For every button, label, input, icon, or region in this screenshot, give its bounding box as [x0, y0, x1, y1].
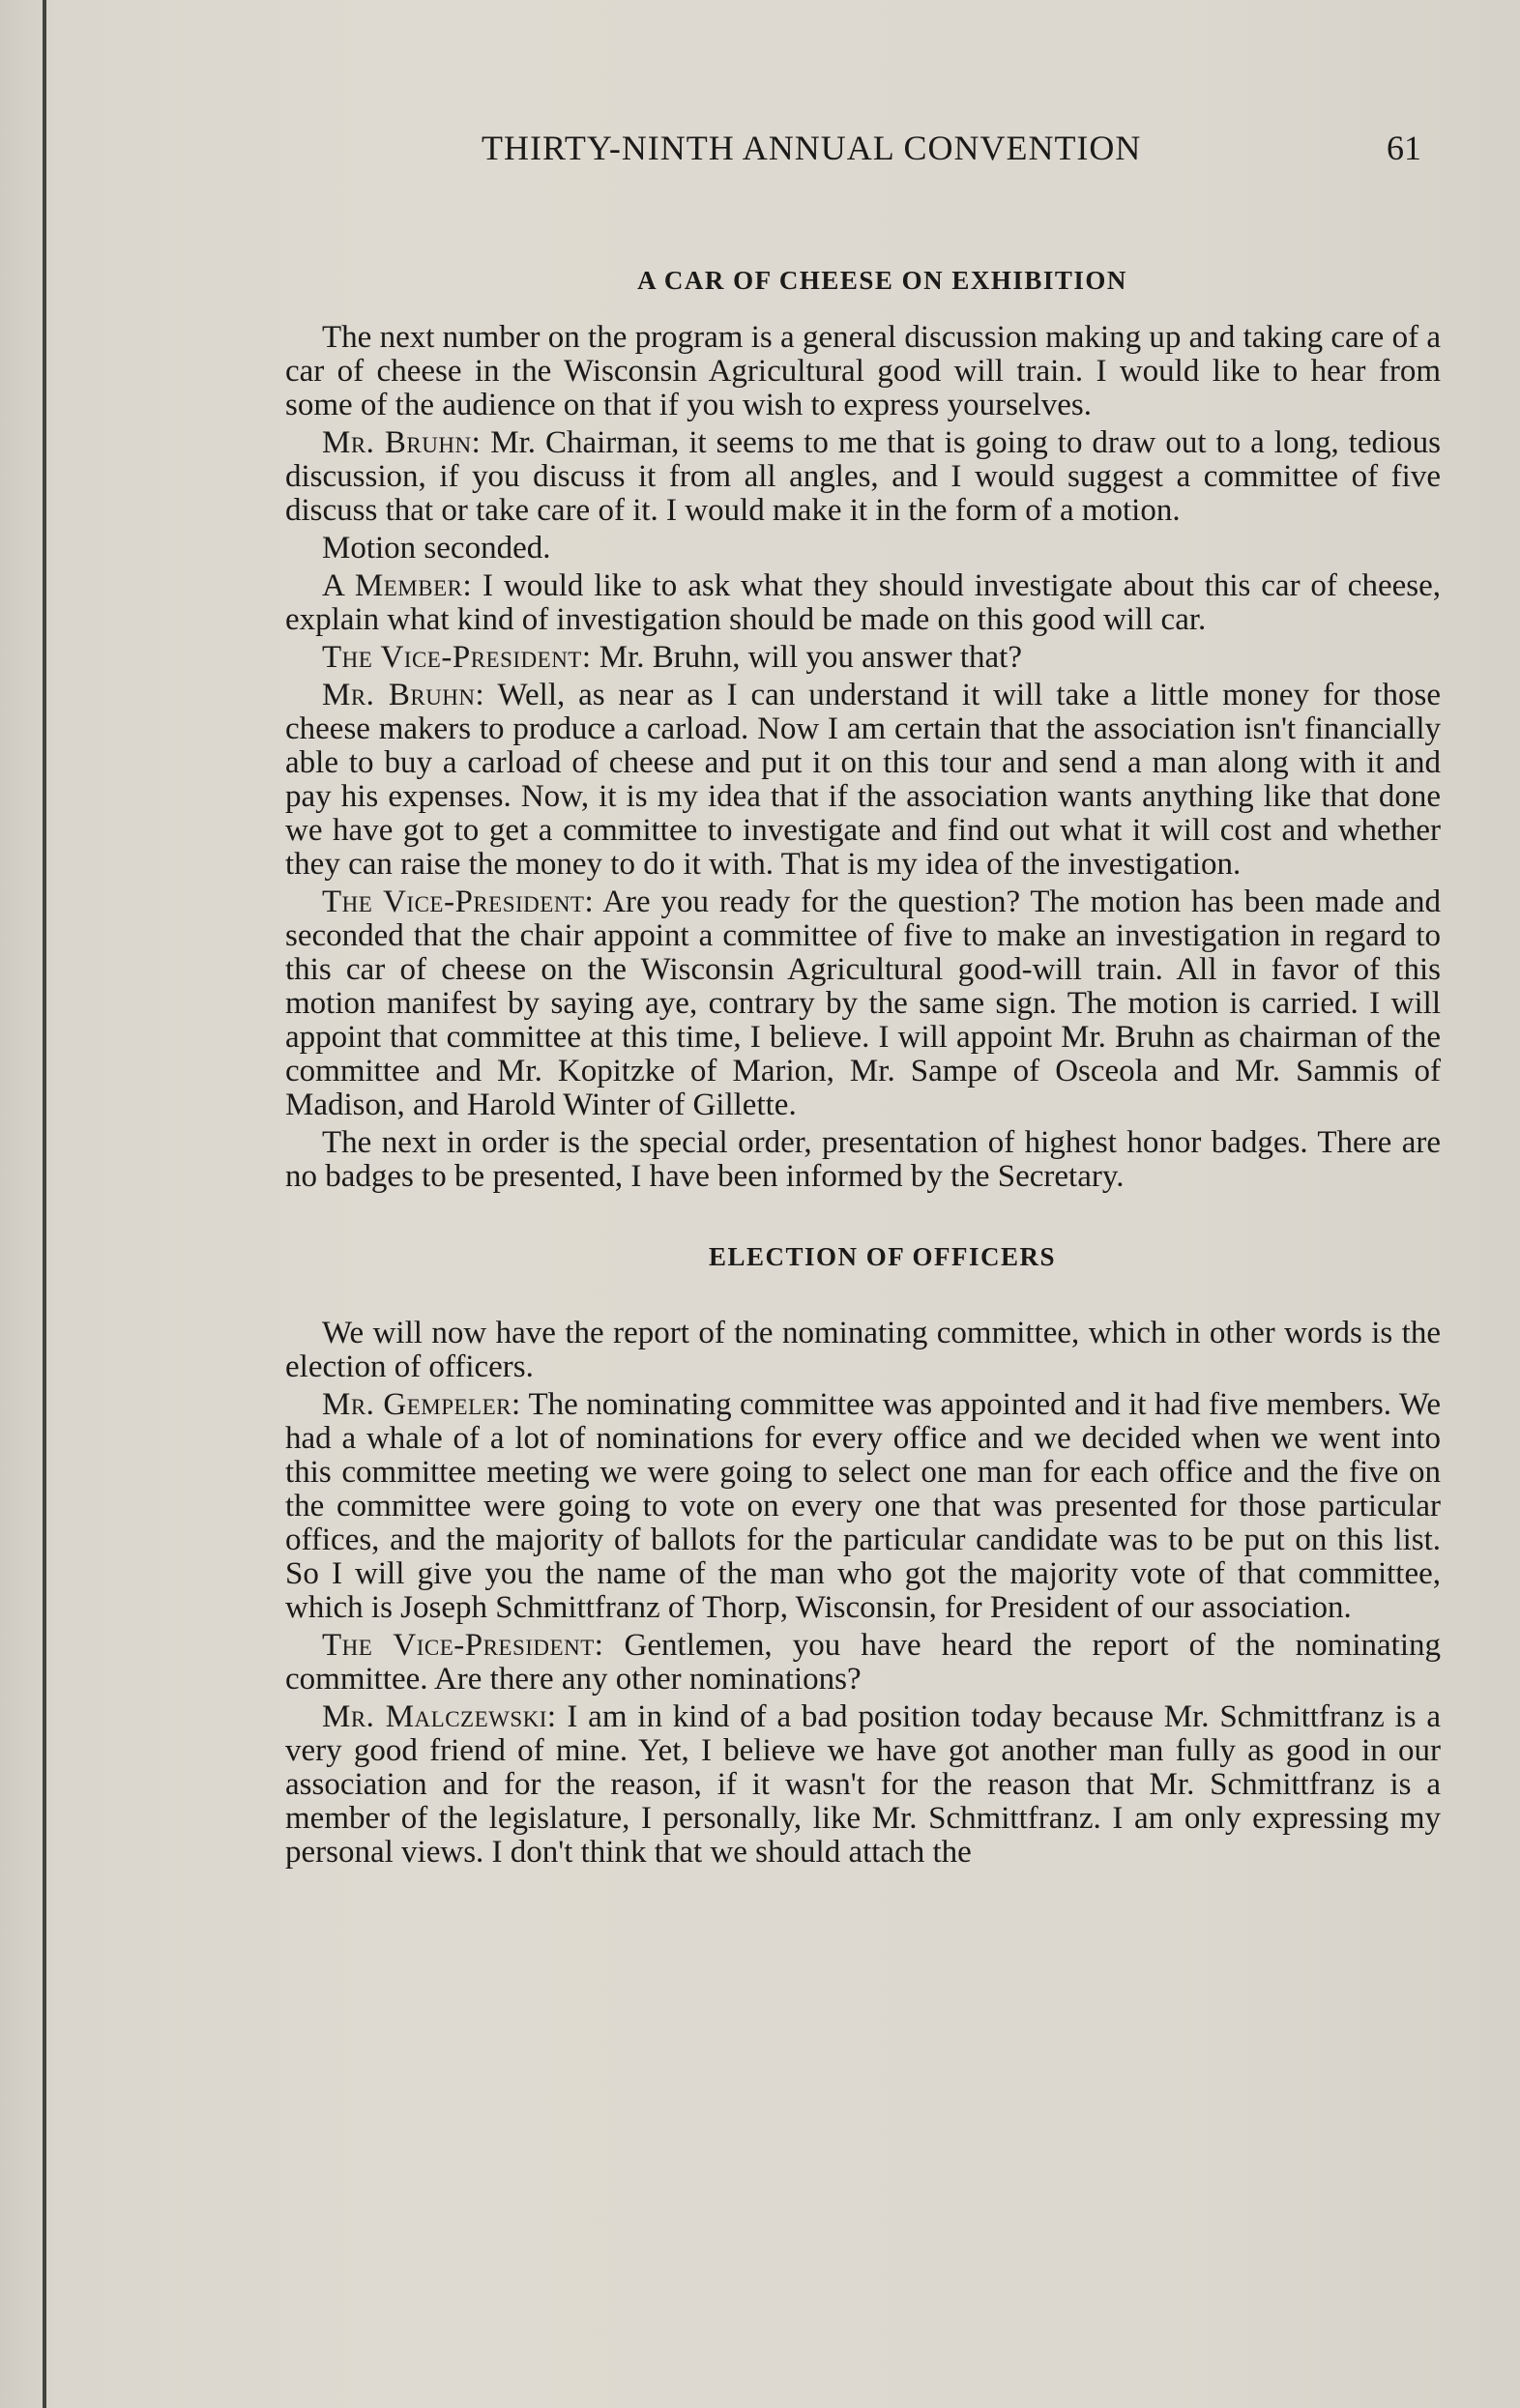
speaker-name: The Vice-President: [322, 885, 595, 919]
binding-edge [43, 0, 46, 2408]
paragraph-text: I would like to ask what they should investigate about this car of cheese, explain what kind of investigation should be made on this good will car. [285, 568, 1441, 637]
speaker-name: The Vice-President: [322, 640, 592, 675]
paragraph [285, 885, 1441, 1122]
paragraph-text: The nominating committee was appointed and it had five members. We had a whale of a lot of nominations for every office and we decided when we went into this committee meeting we were going to select one man for each office and the five on the committee were going to vote on every one that was presented for those particular offices, and the majority of ballots for the particular candidate was to be put on this list. So I will give you the name of the man who got the majority vote of that committee, which is Joseph Schmittfranz of Thorp, Wisconsin, for President of our association. [285, 1387, 1441, 1625]
paragraph-text: The next number on the program is a general discussion making up and taking care of a car of cheese in the Wisconsin Agricultural good will train. I would like to hear from some of the audience on that if you wish to express yourselves. [285, 320, 1441, 422]
paragraph [285, 1700, 1441, 1870]
paragraph [285, 1317, 1441, 1384]
paragraph-text: Motion seconded. [322, 531, 551, 566]
paragraph [285, 532, 1441, 566]
running-title: THIRTY-NINTH ANNUAL CONVENTION [482, 129, 1142, 167]
paragraph-text: Mr. Chairman, it seems to me that is going to draw out to a long, tedious discussion, if you discuss it from all angles, and I would suggest a committee of five discuss that or take care of it. I would make it in the form of a motion. [285, 425, 1441, 528]
paragraph-text: The next in order is the special order, presentation of highest honor badges. There are no badges to be presented, I have been informed by the Secretary. [285, 1125, 1441, 1194]
paragraph-text: Gentlemen, you have heard the report of the nominating committee. Are there any other nominations? [285, 1628, 1441, 1697]
paragraph [285, 569, 1441, 637]
section-heading-election-of-officers: ELECTION OF OFFICERS [708, 1242, 1057, 1271]
speaker-name: Mr. Bruhn: [322, 678, 485, 712]
paragraph [285, 1629, 1441, 1697]
paragraph [285, 426, 1441, 528]
speaker-name: Mr. Gempeler: [322, 1387, 521, 1422]
paragraph [285, 1126, 1441, 1194]
paragraph [285, 679, 1441, 882]
speaker-name: A Member: [322, 568, 473, 603]
speaker-name: Mr. Malczewski: [322, 1699, 557, 1734]
section-heading-car-of-cheese: A CAR OF CHEESE ON EXHIBITION [637, 266, 1127, 295]
paragraph-text: Mr. Bruhn, will you answer that? [591, 640, 1022, 675]
paragraph [285, 321, 1441, 422]
paragraph [285, 1388, 1441, 1625]
paragraph-text: We will now have the report of the nominating committee, which in other words is the election of officers. [285, 1316, 1441, 1384]
speaker-name: Mr. Bruhn: [322, 425, 482, 460]
page-body [285, 266, 1441, 1873]
paragraph-text: I am in kind of a bad position today because Mr. Schmittfranz is a very good friend of mine. Yet, I believe we have got another man fully as good in our association and for the reason, if it wasn't for the reason that Mr. Schmittfranz is a member of the legislature, I personally, like Mr. Schmittfranz. I am only expressing my personal views. I don't think that we should attach the [285, 1699, 1442, 1870]
paragraph-text: Are you ready for the question? The motion has been made and seconded that the chair appoint a committee of five to make an investigation in regard to this car of cheese on the Wisconsin Agricultural good-will train. All in favor of this motion manifest by saying aye, contrary by the same sign. The motion is carried. I will appoint that committee at this time, I believe. I will appoint Mr. Bruhn as chairman of the committee and Mr. Kopitzke of Marion, Mr. Sampe of Osceola and Mr. Sammis of Madison, and Harold Winter of Gillette. [285, 885, 1441, 1122]
page-header [290, 128, 1431, 176]
paragraph-text: Well, as near as I can understand it will take a little money for those cheese makers to produce a carload. Now I am certain that the association isn't financially able to buy a carload of cheese and put it on this tour and send a man along with it and pay his expenses. Now, it is my idea that if the association wants anything like that done we have got to get a committee to investigate and find out what it will cost and whether they can raise the money to do it with. That is my idea of the investigation. [285, 678, 1441, 882]
page-number: 61 [1387, 129, 1421, 167]
speaker-name: The Vice-President: [322, 1628, 604, 1663]
paragraph [285, 641, 1441, 675]
